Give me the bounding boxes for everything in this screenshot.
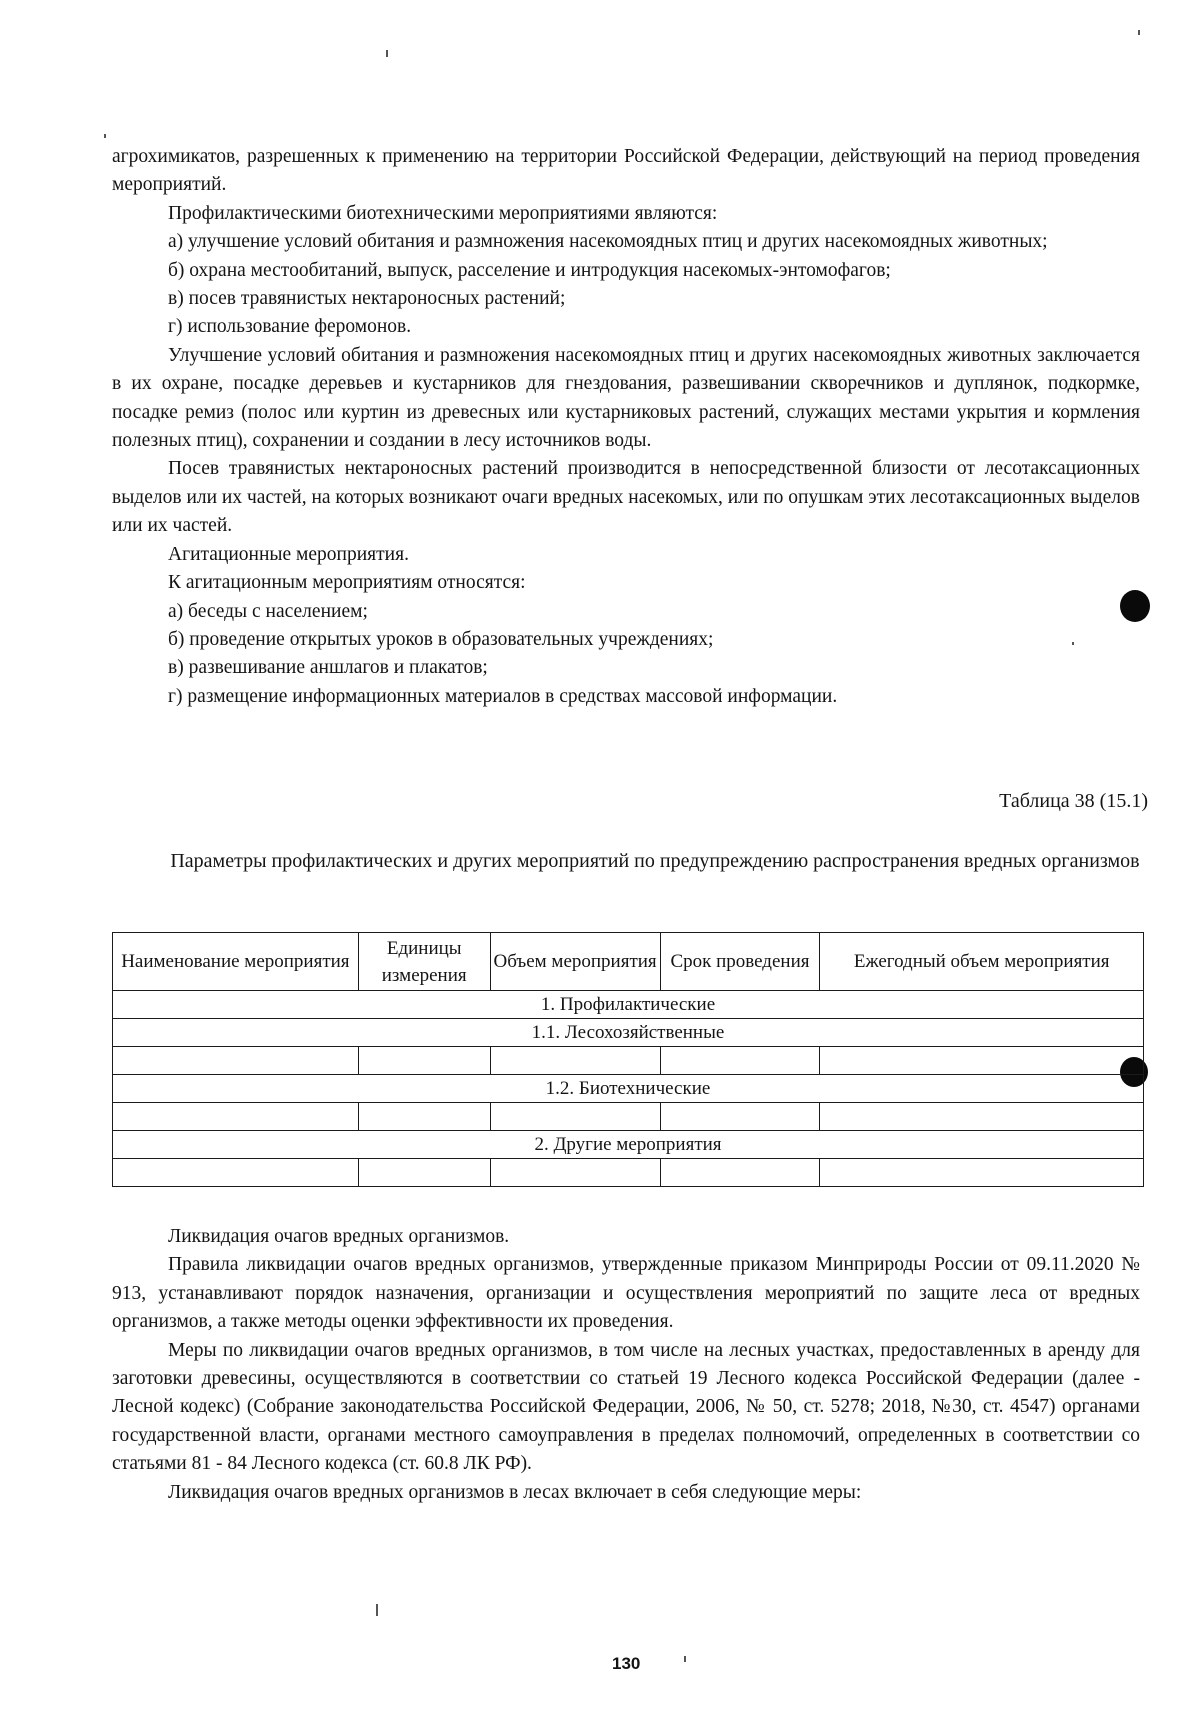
paragraph: агрохимикатов, разрешенных к применению на территории Российской Федерации, действующий на период проведения мероприятий. [112, 146, 1140, 196]
table-header-row [113, 933, 1144, 991]
paragraph: К агитационным мероприятиям относятся: [168, 572, 526, 594]
table-cell [358, 1047, 490, 1075]
paragraph: Улучшение условий обитания и размножения насекомоядных птиц и других насекомоядных животных заключается в их охране, посадке деревьев и кустарников для гнездования, развешивании скворечников и дуплянок, подкормке, посадке ремиз (полос или куртин из древесных или кустарниковых растений, служащих местами укрытия и кормления полезных птиц), сохранении и создании в лесу источников воды. [112, 344, 1140, 452]
table-label: Таблица 38 (15.1) [999, 790, 1148, 812]
table-section-row [113, 1131, 1144, 1159]
list-item: в) посев травянистых нектароносных растений; [168, 288, 566, 310]
list-item: а) беседы с населением; [168, 600, 368, 622]
table-cell [490, 1103, 660, 1131]
list-item: б) проведение открытых уроков в образовательных учреждениях; [168, 628, 714, 650]
page-number: 130 [612, 1654, 641, 1673]
table-row [113, 1103, 1144, 1131]
table-row [113, 1159, 1144, 1187]
paragraph: Посев травянистых нектароносных растений производится в непосредственной близости от лесотаксационных выделов или их частей, на которых возникают очаги вредных насекомых, или по опушкам этих лесотаксационных выделов или их частей. [112, 458, 1140, 537]
parameters-table [112, 932, 1144, 1187]
paragraph: Ликвидация очагов вредных организмов в лесах включает в себя следующие меры: [168, 1481, 862, 1503]
paragraph: а) улучшение условий обитания и размножения насекомоядных птиц и других насекомоядных животных; [168, 231, 1048, 253]
section-label: 1. Профилактические [113, 991, 1144, 1019]
column-header: Ежегодный объем мероприятия [820, 933, 1144, 991]
table-cell [820, 1103, 1144, 1131]
column-header: Срок проведения [660, 933, 820, 991]
list-item: г) размещение информационных материалов в средствах массовой информации. [168, 685, 838, 707]
column-header: Объем мероприятия [490, 933, 660, 991]
paragraph: Меры по ликвидации очагов вредных организмов, в том числе на лесных участках, предоставленных в аренду для заготовки древесины, осуществляются в соответствии со статьей 19 Лесного кодекса Российской Федерации (далее - Лесной кодекс) (Собрание законодательства Российской Федерации, 2006, № 50, ст. 5278; 2018, №30, ст. 4547) органами государственной власти, органами местного самоуправления в пределах полномочий, определенных в соответствии со статьями 81 - 84 Лесного кодекса (ст. 60.8 ЛК РФ). [112, 1339, 1140, 1475]
list-item: в) развешивание аншлагов и плакатов; [168, 657, 488, 679]
scan-speck [376, 1604, 378, 1616]
table-cell [113, 1047, 359, 1075]
table-cell [660, 1103, 820, 1131]
scan-speck [684, 1656, 686, 1662]
list-item: б) охрана местообитаний, выпуск, расселение и интродукция насекомых-энтомофагов; [168, 259, 891, 281]
column-header: Единицы измерения [358, 933, 490, 991]
paragraph: Профилактическими биотехническими мероприятиями являются: [168, 202, 718, 224]
table-cell [358, 1159, 490, 1187]
table-cell [113, 1159, 359, 1187]
section-label: 1.1. Лесохозяйственные [113, 1019, 1144, 1047]
column-header: Наименование мероприятия [113, 933, 359, 991]
section-label: 2. Другие мероприятия [113, 1131, 1144, 1159]
table-cell [113, 1103, 359, 1131]
top-text-block [112, 143, 1140, 711]
table-section-row [113, 991, 1144, 1019]
table-cell [660, 1047, 820, 1075]
table-section-row [113, 1019, 1144, 1047]
paragraph: Агитационные мероприятия. [168, 543, 409, 565]
scan-speck [386, 50, 388, 57]
section-label: 1.2. Биотехнические [113, 1075, 1144, 1103]
table-row [113, 1047, 1144, 1075]
table-cell [490, 1047, 660, 1075]
table-cell [490, 1159, 660, 1187]
table-cell [358, 1103, 490, 1131]
bottom-text-block [112, 1223, 1140, 1507]
list-item: г) использование феромонов. [168, 316, 412, 338]
paragraph: Правила ликвидации очагов вредных организмов, утвержденные приказом Минприроды России от 09.11.2020 № 913, устанавливают порядок назначения, организации и осуществления мероприятий по защите леса от вредных организмов, а также методы оценки эффективности их проведения. [112, 1254, 1140, 1333]
paragraph: Ликвидация очагов вредных организмов. [168, 1226, 510, 1247]
scan-speck [104, 134, 106, 138]
table-section-row [113, 1075, 1144, 1103]
table-cell [820, 1159, 1144, 1187]
table-title: Параметры профилактических и других мероприятий по предупреждению распространения вредных организмов [170, 850, 1140, 872]
table-cell [660, 1159, 820, 1187]
scan-speck [1138, 30, 1140, 35]
table-cell [820, 1047, 1144, 1075]
